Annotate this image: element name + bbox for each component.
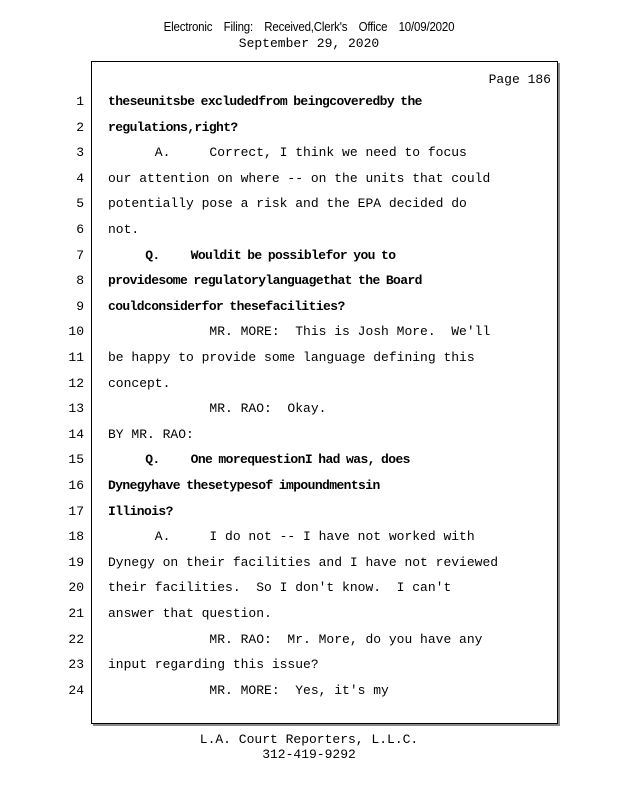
line-text: not. <box>108 222 140 237</box>
line-number: 12 <box>68 375 84 391</box>
reporter-company: L.A. Court Reporters, L.L.C. <box>199 732 419 747</box>
transcript-page <box>91 61 558 724</box>
line-number: 10 <box>68 324 84 340</box>
line-text: MR. MORE: This is Josh More. We'll <box>108 324 491 340</box>
line-text: be happy to provide some language defining this <box>108 350 475 365</box>
line-number: 9 <box>76 298 84 314</box>
line-text: potentially pose a risk and the EPA decided do <box>108 196 467 212</box>
line-number: 13 <box>68 401 84 417</box>
line-text: A. I do not -- I have not worked with <box>108 529 475 545</box>
line-text: Dynegyhave thesetypesof impoundmentsin <box>108 478 380 493</box>
line-text: regulations,right? <box>108 119 238 135</box>
line-text: theseunitsbe excludedfrom beingcoveredby the <box>108 94 422 109</box>
line-text: concept. <box>108 375 171 391</box>
line-text: couldconsiderfor thesefacilities? <box>108 298 345 314</box>
reporter-phone: 312-419-9292 <box>262 747 356 762</box>
line-text: MR. RAO: Mr. More, do you have any <box>108 631 483 647</box>
line-number: 7 <box>76 247 84 263</box>
line-text: answer that question. <box>108 606 272 621</box>
footer <box>0 732 618 762</box>
line-number: 3 <box>76 145 84 161</box>
line-text: MR. MORE: Yes, it's my <box>108 682 389 698</box>
line-number: 5 <box>76 196 84 212</box>
line-number: 20 <box>68 580 84 596</box>
page-number: Page 186 <box>488 72 551 87</box>
line-number: 18 <box>68 529 84 545</box>
line-number: 19 <box>68 554 84 570</box>
line-number: 15 <box>68 452 84 468</box>
line-text: Dynegy on their facilities and I have not reviewed <box>108 554 499 570</box>
line-number: 8 <box>76 273 84 289</box>
line-text: providesome regulatorylanguagethat the Board <box>108 273 422 289</box>
line-text: Illinois? <box>108 503 173 519</box>
line-text: our attention on where -- on the units that could <box>108 170 491 186</box>
line-text: Q. One morequestionI had was, does <box>108 452 410 468</box>
filing-stamp: Electronic Filing: Received,Clerk's Office 10/09/2020 <box>163 20 455 34</box>
line-number: 1 <box>76 94 84 109</box>
line-text: their facilities. So I don't know. I can't <box>108 580 452 596</box>
line-number: 24 <box>68 682 84 698</box>
line-number: 21 <box>68 606 84 621</box>
line-text: A. Correct, I think we need to focus <box>108 145 467 161</box>
line-number: 4 <box>76 170 84 186</box>
transcript-date: September 29, 2020 <box>238 36 380 51</box>
line-number: 22 <box>68 631 84 647</box>
line-number: 14 <box>68 426 84 442</box>
line-number: 6 <box>76 222 84 237</box>
line-number: 23 <box>68 657 84 673</box>
line-number: 16 <box>68 478 84 493</box>
line-number: 17 <box>68 503 84 519</box>
line-text: input regarding this issue? <box>108 657 319 673</box>
line-text: BY MR. RAO: <box>108 426 194 442</box>
line-text: MR. RAO: Okay. <box>108 401 327 417</box>
line-number: 2 <box>76 119 84 135</box>
line-text: Q. Wouldit be possiblefor you to <box>108 247 396 263</box>
line-number: 11 <box>68 350 84 365</box>
